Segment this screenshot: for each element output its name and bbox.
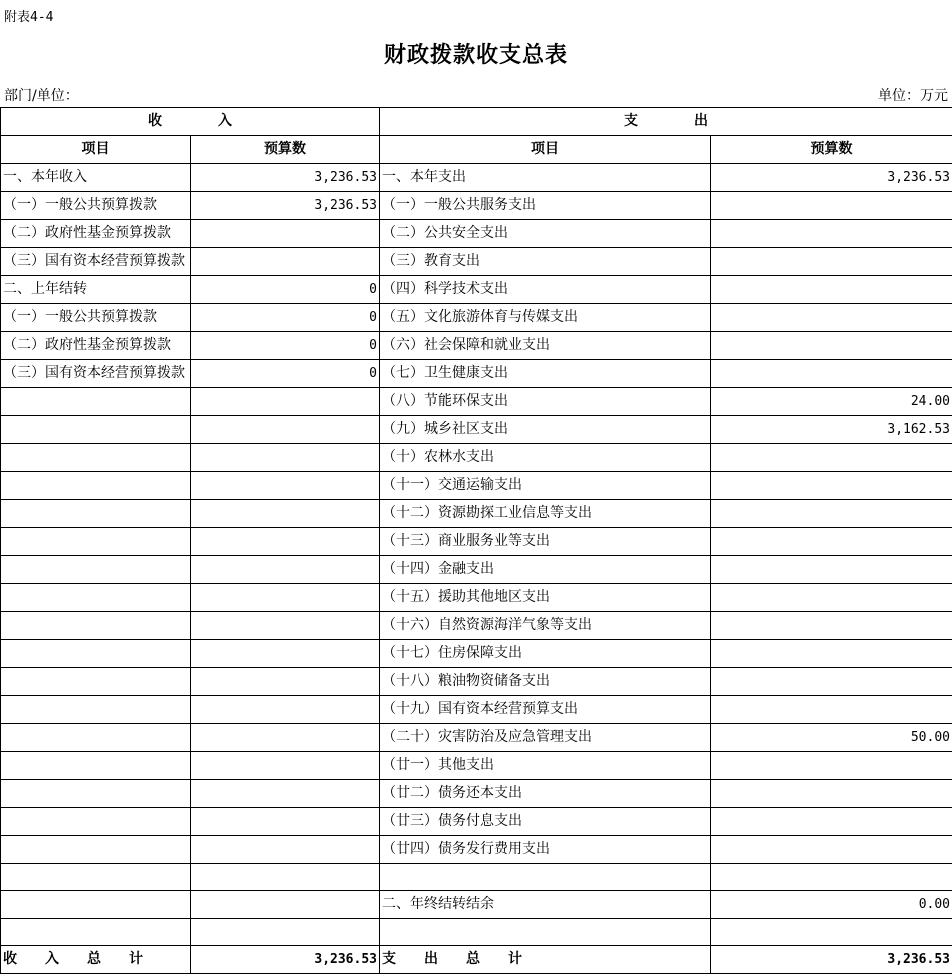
table-row xyxy=(1,556,952,584)
income-item: （一）一般公共预算拨款 xyxy=(1,192,191,220)
expense-item xyxy=(380,864,711,891)
expense-value xyxy=(711,584,952,612)
income-value xyxy=(191,444,380,472)
expense-item: （九）城乡社区支出 xyxy=(380,416,711,444)
table-row xyxy=(1,528,952,556)
expense-item: （三）教育支出 xyxy=(380,248,711,276)
income-value xyxy=(191,808,380,836)
table-row xyxy=(1,248,952,276)
table-row xyxy=(1,919,952,946)
expense-value xyxy=(711,836,952,864)
expense-item: （二十）灾害防治及应急管理支出 xyxy=(380,724,711,752)
income-value xyxy=(191,612,380,640)
income-item xyxy=(1,500,191,528)
expense-value xyxy=(711,808,952,836)
expense-value xyxy=(711,248,952,276)
expense-item: （二）公共安全支出 xyxy=(380,220,711,248)
income-item xyxy=(1,388,191,416)
table-row xyxy=(1,891,952,919)
income-total-label: 收 入 总 计 xyxy=(1,946,191,974)
income-value xyxy=(191,388,380,416)
expense-item: （十四）金融支出 xyxy=(380,556,711,584)
table-row xyxy=(1,304,952,332)
expense-value xyxy=(711,332,952,360)
income-item: （二）政府性基金预算拨款 xyxy=(1,332,191,360)
table-row xyxy=(1,416,952,444)
table-row xyxy=(1,864,952,891)
table-row xyxy=(1,444,952,472)
income-item xyxy=(1,780,191,808)
expense-item: （八）节能环保支出 xyxy=(380,388,711,416)
table-row xyxy=(1,164,952,192)
income-item: （三）国有资本经营预算拨款 xyxy=(1,360,191,388)
income-item xyxy=(1,668,191,696)
table-row xyxy=(1,612,952,640)
income-item xyxy=(1,416,191,444)
income-item xyxy=(1,444,191,472)
table-row xyxy=(1,640,952,668)
income-item: （三）国有资本经营预算拨款 xyxy=(1,248,191,276)
budget-table xyxy=(0,107,952,974)
income-item-header: 项目 xyxy=(1,136,191,164)
income-value: 0 xyxy=(191,276,380,304)
attachment-label: 附表4-4 xyxy=(4,10,54,25)
table-row xyxy=(1,332,952,360)
income-value: 3,236.53 xyxy=(191,192,380,220)
expense-item: （十三）商业服务业等支出 xyxy=(380,528,711,556)
expense-value xyxy=(711,752,952,780)
expense-value xyxy=(711,528,952,556)
income-value xyxy=(191,416,380,444)
table-row xyxy=(1,668,952,696)
expense-item: （廿二）债务还本支出 xyxy=(380,780,711,808)
income-item xyxy=(1,808,191,836)
expense-item: （十六）自然资源海洋气象等支出 xyxy=(380,612,711,640)
income-value: 3,236.53 xyxy=(191,164,380,192)
income-value: 0 xyxy=(191,304,380,332)
expense-value xyxy=(711,640,952,668)
expense-value xyxy=(711,276,952,304)
income-value xyxy=(191,836,380,864)
department-label: 部门/单位： xyxy=(4,88,79,104)
income-item xyxy=(1,724,191,752)
expense-value xyxy=(711,556,952,584)
unit-label: 单位：万元 xyxy=(878,88,948,104)
income-item xyxy=(1,584,191,612)
income-item: 一、本年收入 xyxy=(1,164,191,192)
expense-total-label: 支 出 总 计 xyxy=(380,946,711,974)
table-row xyxy=(1,500,952,528)
expense-header: 支 出 xyxy=(380,108,952,136)
income-value xyxy=(191,864,380,891)
expense-item: （十八）粮油物资储备支出 xyxy=(380,668,711,696)
expense-budget-header: 预算数 xyxy=(711,136,952,164)
expense-item: （六）社会保障和就业支出 xyxy=(380,332,711,360)
expense-value xyxy=(711,864,952,891)
income-item xyxy=(1,864,191,891)
income-item xyxy=(1,528,191,556)
expense-value: 3,236.53 xyxy=(711,164,952,192)
expense-value: 24.00 xyxy=(711,388,952,416)
expense-value xyxy=(711,500,952,528)
income-value xyxy=(191,668,380,696)
income-value xyxy=(191,752,380,780)
table-row xyxy=(1,360,952,388)
expense-item: （四）科学技术支出 xyxy=(380,276,711,304)
table-row xyxy=(1,584,952,612)
expense-value: 50.00 xyxy=(711,724,952,752)
expense-item: （十七）住房保障支出 xyxy=(380,640,711,668)
income-item xyxy=(1,919,191,946)
expense-value xyxy=(711,472,952,500)
table-row xyxy=(1,388,952,416)
page-title: 财政拨款收支总表 xyxy=(383,42,568,68)
expense-item: （五）文化旅游体育与传媒支出 xyxy=(380,304,711,332)
income-item xyxy=(1,696,191,724)
expense-value xyxy=(711,919,952,946)
expense-item xyxy=(380,919,711,946)
expense-item: （廿一）其他支出 xyxy=(380,752,711,780)
income-item xyxy=(1,556,191,584)
income-value: 0 xyxy=(191,332,380,360)
income-value xyxy=(191,220,380,248)
expense-value xyxy=(711,192,952,220)
income-budget-header: 预算数 xyxy=(191,136,380,164)
expense-value xyxy=(711,612,952,640)
table-row xyxy=(1,752,952,780)
expense-item: 二、年终结转结余 xyxy=(380,891,711,919)
column-header-row xyxy=(1,136,952,164)
income-value xyxy=(191,640,380,668)
table-row xyxy=(1,472,952,500)
income-item xyxy=(1,640,191,668)
table-row xyxy=(1,192,952,220)
expense-value xyxy=(711,220,952,248)
expense-item: （廿四）债务发行费用支出 xyxy=(380,836,711,864)
income-value xyxy=(191,584,380,612)
income-value: 0 xyxy=(191,360,380,388)
income-value xyxy=(191,556,380,584)
expense-value xyxy=(711,304,952,332)
expense-item: （廿三）债务付息支出 xyxy=(380,808,711,836)
table-row xyxy=(1,724,952,752)
expense-total-value: 3,236.53 xyxy=(711,946,952,974)
expense-item: 一、本年支出 xyxy=(380,164,711,192)
expense-value: 0.00 xyxy=(711,891,952,919)
expense-item: （十五）援助其他地区支出 xyxy=(380,584,711,612)
expense-value: 3,162.53 xyxy=(711,416,952,444)
table-row xyxy=(1,780,952,808)
income-item: （一）一般公共预算拨款 xyxy=(1,304,191,332)
income-value xyxy=(191,248,380,276)
income-item xyxy=(1,472,191,500)
table-row xyxy=(1,696,952,724)
income-item xyxy=(1,836,191,864)
table-row xyxy=(1,276,952,304)
income-item: 二、上年结转 xyxy=(1,276,191,304)
expense-item: （七）卫生健康支出 xyxy=(380,360,711,388)
expense-value xyxy=(711,444,952,472)
section-header-row xyxy=(1,108,952,136)
expense-item: （十）农林水支出 xyxy=(380,444,711,472)
expense-value xyxy=(711,668,952,696)
income-item xyxy=(1,891,191,919)
expense-value xyxy=(711,360,952,388)
income-value xyxy=(191,500,380,528)
total-row xyxy=(1,946,952,974)
income-item: （二）政府性基金预算拨款 xyxy=(1,220,191,248)
income-value xyxy=(191,724,380,752)
expense-value xyxy=(711,696,952,724)
income-value xyxy=(191,696,380,724)
table-row xyxy=(1,220,952,248)
expense-item: （一）一般公共服务支出 xyxy=(380,192,711,220)
income-value xyxy=(191,891,380,919)
expense-item-header: 项目 xyxy=(380,136,711,164)
expense-item: （十二）资源勘探工业信息等支出 xyxy=(380,500,711,528)
income-total-value: 3,236.53 xyxy=(191,946,380,974)
table-row xyxy=(1,836,952,864)
expense-item: （十一）交通运输支出 xyxy=(380,472,711,500)
expense-value xyxy=(711,780,952,808)
income-value xyxy=(191,919,380,946)
table-row xyxy=(1,808,952,836)
income-value xyxy=(191,780,380,808)
income-item xyxy=(1,612,191,640)
income-header: 收 入 xyxy=(1,108,380,136)
income-value xyxy=(191,472,380,500)
income-item xyxy=(1,752,191,780)
income-value xyxy=(191,528,380,556)
expense-item: （十九）国有资本经营预算支出 xyxy=(380,696,711,724)
